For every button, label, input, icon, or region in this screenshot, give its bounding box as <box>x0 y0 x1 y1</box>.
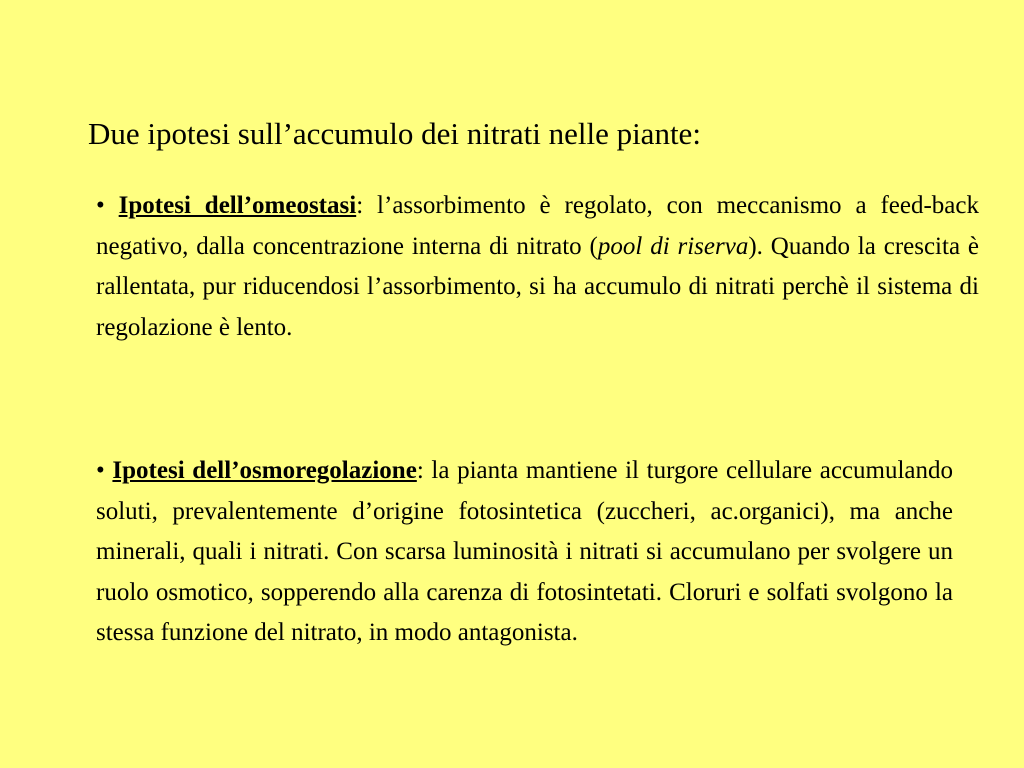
bullet-text-end: ). Quando la crescita è rallentata, pur riducendosi l’assorbimento, si ha accumulo di nitrati perchè il sistema di regolazione è lento. <box>96 232 980 341</box>
term-osmoregolazione: Ipotesi dell’osmoregolazione <box>112 457 417 484</box>
bullet-marker: • <box>96 192 105 219</box>
term-colon: : <box>356 192 364 219</box>
bullet-omeostasi <box>96 186 979 348</box>
bullet-text-start: l’assorbimento è regolato, con meccanismo a feed-back negativo, dalla concentrazione interna di nitrato ( <box>96 192 979 260</box>
term-omeostasi: Ipotesi dell’omeostasi <box>118 192 357 219</box>
bullet-marker: • <box>96 457 105 484</box>
term-colon: : <box>416 457 424 484</box>
bullet-text: la pianta mantiene il turgore cellulare accumulando soluti, prevalentemente d’origine fotosintetica (zuccheri, ac.organici), ma anche minerali, quali i nitrati. Con scarsa luminosità i nitrati si accumulano per svolgere un ruolo osmotico, sopperendo alla carenza di fotosintetati. Cloruri e solfati svolgono la stessa funzione del nitrato, in modo antagonista. <box>96 457 954 646</box>
slide-title: Due ipotesi sull’accumulo dei nitrati nelle piante: <box>88 116 701 151</box>
bullet-osmoregolazione <box>96 451 953 654</box>
pool-di-riserva-text: pool di riserva <box>597 232 749 260</box>
